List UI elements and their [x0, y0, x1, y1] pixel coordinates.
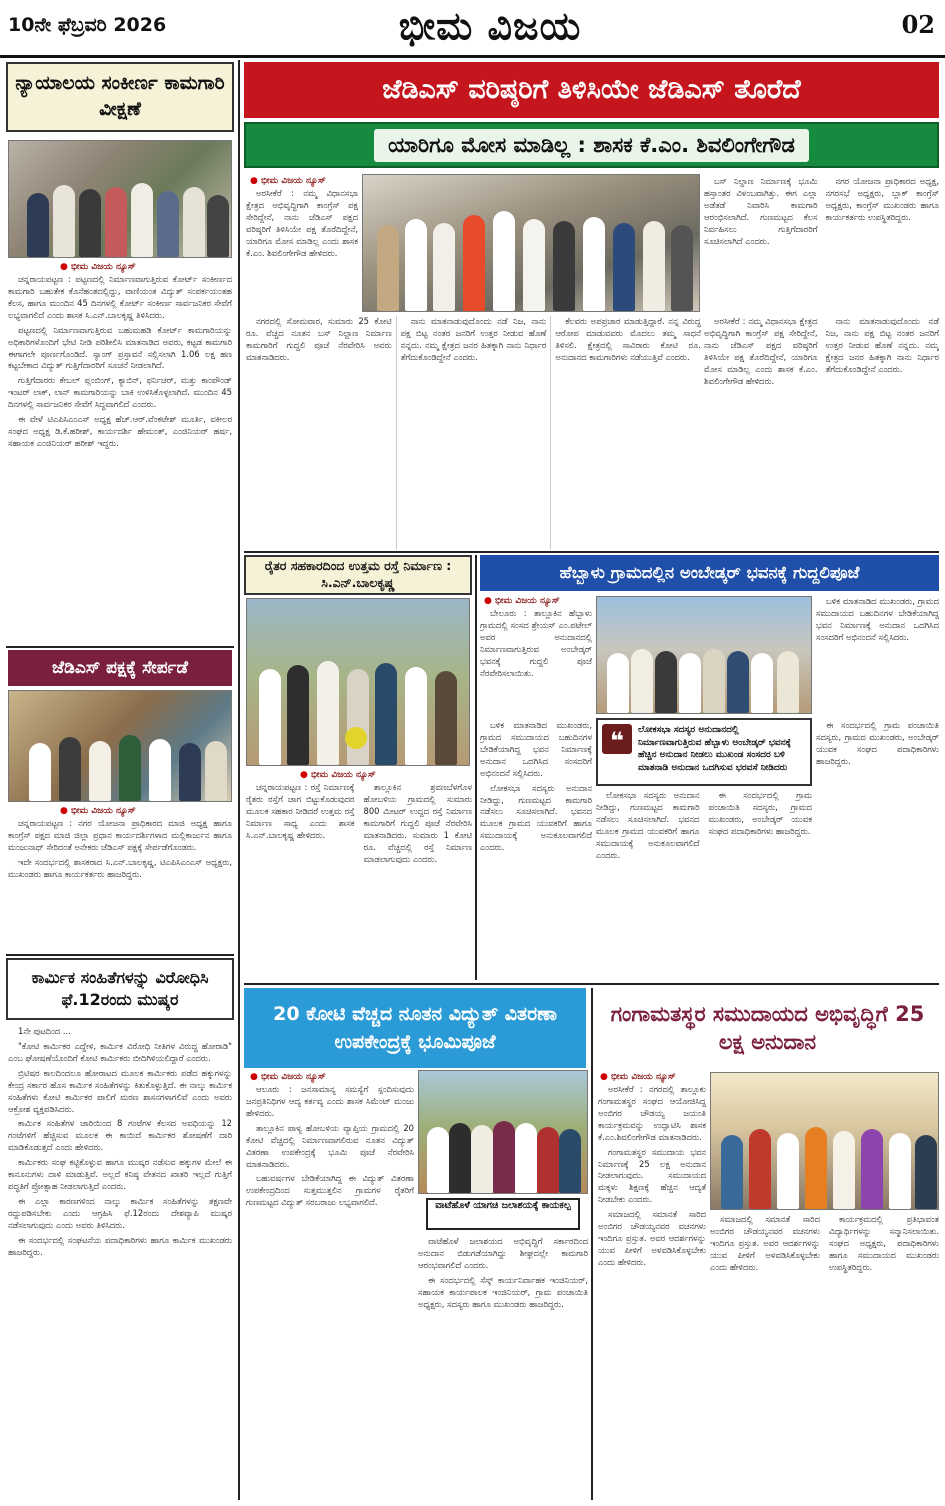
page-number: 02	[901, 10, 935, 39]
jds-subheadline-text: ಯಾರಿಗೂ ಮೋಸ ಮಾಡಿಲ್ಲ : ಶಾಸಕ ಕೆ.ಎಂ. ಶಿವಲಿಂಗೇಗೌಡ	[374, 129, 809, 162]
party-para: ಚನ್ನರಾಯಪಟ್ಟಣ : ನಗರ ಯೋಜನಾ ಪ್ರಾಧಿಕಾರದ ಮಾಜಿ ಅಧ್ಯಕ್ಷ ಹಾಗೂ ಕಾಂಗ್ರೆಸ್ ಪಕ್ಷದ ಮಾಜಿ ಜಿಲ್ಲಾ ಪ್ರಧಾನ ಕಾರ್ಯದರ್ಶಿಗಳಾದ ಮಲ್ಲಿಕಾರ್ಜುನ ಹಾಗೂ ಮಂಜುನಾಥ್ ಸೇರಿದಂತೆ ಅನೇಕರು ಜೆಡಿಎಸ್ ಪಕ್ಷಕ್ಕೆ ಸೇರ್ಪಡೆಗೊಂಡರು.	[8, 818, 232, 852]
ganga-para: ಅರಸೀಕೆರೆ : ನಗರದಲ್ಲಿ ತಾಲ್ಲೂಕು ಗಂಗಾಮತಸ್ಥರ ಸಂಘದ ಆಯೋಜಿಸಿದ್ದ ಅಂಬಿಗರ ಚೌಡಯ್ಯ ಜಯಂತಿ ಕಾರ್ಯಕ್ರಮವನ್ನು ಉದ್ಘಾಟಿಸಿ ಶಾಸಕ ಕೆ.ಎಂ.ಶಿವಲಿಂಗೇಗೌಡ ಮಾತನಾಡಿದರು.	[598, 1084, 706, 1142]
labour-para: ಈ ಎಲ್ಲಾ ಕಾರಣಗಳಿಂದ ನಾಲ್ಕು ಕಾರ್ಮಿಕ ಸಂಹಿತೆಗಳನ್ನು ತಕ್ಷಣವೇ ರದ್ದುಪಡಿಸಬೇಕು ಎಂದು ಆಗ್ರಹಿಸಿ ಫೆ.12ರಂದು ದೇಶವ್ಯಾಪಿ ಮುಷ್ಕರ ನಡೆಸಲಾಗುವುದು ಎಂದು ಅವರು ತಿಳಿಸಿದರು.	[8, 1195, 232, 1230]
labour-headline: ಕಾರ್ಮಿಕ ಸಂಹಿತೆಗಳನ್ನು ವಿರೋಧಿಸಿ ಫೆ.12ರಂದು ಮುಷ್ಕರ	[6, 958, 234, 1020]
ambedkar-body-intro	[480, 608, 592, 716]
issue-date: 10ನೇ ಫೆಬ್ರವರಿ 2026	[8, 14, 167, 36]
ganga-para: ಸಮಾಜದಲ್ಲಿ ಸಮಾನತೆ ಸಾರಿದ ಅಂಬಿಗರ ಚೌಡಯ್ಯನವರ ವಚನಗಳು ಇಂದಿಗೂ ಪ್ರಸ್ತುತ. ಅವರ ಆದರ್ಶಗಳನ್ನು ಯುವ ಪೀಳಿಗೆ ಅಳವಡಿಸಿಕೊಳ್ಳಬೇಕು ಎಂದು ಹೇಳಿದರು.	[710, 1214, 820, 1272]
ganga-body-right	[710, 1214, 939, 1502]
ganga-para: ಸಮಾಜದಲ್ಲಿ ಸಮಾನತೆ ಸಾರಿದ ಅಂಬಿಗರ ಚೌಡಯ್ಯನವರ ವಚನಗಳು ಇಂದಿಗೂ ಪ್ರಸ್ತುತ. ಅವರ ಆದರ್ಶಗಳನ್ನು ಯುವ ಪೀಳಿಗೆ ಅಳವಡಿಸಿಕೊಳ್ಳಬೇಕು ಎಂದು ಹೇಳಿದರು.	[598, 1209, 706, 1267]
court-visit-photo	[8, 140, 232, 258]
jds-body-columns	[246, 316, 701, 550]
ambedkar-body-center	[596, 790, 812, 980]
power-para: ಆಲೂರು : ಜನಸಾಮಾನ್ಯ ಸಮಸ್ಯೆಗೆ ಸ್ಪಂದಿಸುವುದು ಜನಪ್ರತಿನಿಧಿಗಳ ಆದ್ಯ ಕರ್ತವ್ಯ ಎಂದು ಶಾಸಕ ಸಿಮೆಂಟ್ ಮಂಜು ಹೇಳಿದರು.	[246, 1084, 414, 1118]
section-rule	[6, 646, 234, 648]
ganga-para: ಕಾರ್ಯಕ್ರಮದಲ್ಲಿ ಪ್ರತಿಭಾವಂತ ವಿದ್ಯಾರ್ಥಿಗಳನ್ನು ಸನ್ಮಾನಿಸಲಾಯಿತು. ಸಂಘದ ಅಧ್ಯಕ್ಷರು, ಪದಾಧಿಕಾರಿಗಳು ಹಾಗೂ ಸಮುದಾಯದ ಮುಖಂಡರು ಉಪಸ್ಥಿತರಿದ್ದರು.	[829, 1214, 939, 1272]
labour-para: "ಕೋಟಿ ಕಾರ್ಮಿಕರ ಎದ್ದೇಳಿ, ಕಾರ್ಮಿಕ ವಿರೋಧಿ ನೀತಿಗಳ ವಿರುದ್ಧ ಹೋರಾಡಿ" ಎಂಬ ಘೋಷಣೆಯೊಂದಿಗೆ ಕೋಟಿ ಕಾರ್ಮಿಕರು ಬೀದಿಗಿಳಿಯಲಿದ್ದಾರೆ ಎಂದರು.	[8, 1040, 232, 1063]
court-byline: ● ಭೀಮ ವಿಜಯ ನ್ಯೂಸ್	[60, 262, 136, 272]
masthead	[0, 0, 945, 58]
newspaper-title: ಭೀಮ ವಿಜಯ	[398, 4, 582, 48]
jds-para: ನಾನು ಮಾತನಾಡುವುದೊಂದು ನಡೆ ನಿಜ, ನಾನು ಪಕ್ಷ ಬಿಟ್ಟ ನಂತರ ಜನರಿಗೆ ಉತ್ತರ ನೀಡುವ ಹೊಣೆ ನನ್ನದು. ನಮ್ಮ ಕ್ಷೇತ್ರದ ಜನರ ಹಿತಕ್ಕಾಗಿ ನಾನು ನಿರ್ಧಾರ ತೆಗೆದುಕೊಂಡಿದ್ದೇನೆ ಎಂದರು.	[825, 316, 939, 374]
road-headline: ರೈತರ ಸಹಕಾರದಿಂದ ಉತ್ತಮ ರಸ್ತೆ ನಿರ್ಮಾಣ : ಸಿ.ಎನ್.ಬಾಲಕೃಷ್ಣ	[244, 555, 472, 595]
jds-para: ಕೆಲವರು ಅಪಪ್ರಚಾರ ಮಾಡುತ್ತಿದ್ದಾರೆ. ನನ್ನ ವಿರುದ್ಧ ಆರೋಪ ಮಾಡುವವರು ಮೊದಲು ತಮ್ಮ ಸಾಧನೆ ತಿಳಿಸಲಿ. ಕ್ಷೇತ್ರದಲ್ಲಿ ಸಾವಿರಾರು ಕೋಟಿ ರೂ. ಅನುದಾನದ ಕಾಮಗಾರಿಗಳು ನಡೆಯುತ್ತಿವೆ ಎಂದರು.	[555, 316, 701, 362]
ganga-body-left	[598, 1084, 706, 1502]
party-body	[8, 818, 232, 950]
road-para: ತಾಲ್ಲೂಕಿನ ಶ್ರವಣಬೆಳಗೊಳ ಹೋಬಳಿಯ ಗ್ರಾಮದಲ್ಲಿ ಸುಮಾರು 800 ಮೀಟರ್ ಉದ್ದದ ರಸ್ತೆ ನಿರ್ಮಾಣ ಕಾಮಗಾರಿಗೆ ಗುದ್ದಲಿ ಪೂಜೆ ನೆರವೇರಿಸಿ ಮಾತನಾಡಿದರು. ಸುಮಾರು 1 ಕೋಟಿ ರೂ. ವೆಚ್ಚದಲ್ಲಿ ರಸ್ತೆ ನಿರ್ಮಾಣ ಮಾಡಲಾಗುವುದು ಎಂದರು.	[363, 782, 472, 864]
power-para: ಈ ಸಂದರ್ಭದಲ್ಲಿ ಸೆಸ್ಕ್ ಕಾರ್ಯನಿರ್ವಾಹಕ ಇಂಜಿನಿಯರ್, ಸಹಾಯಕ ಕಾರ್ಯಪಾಲಕ ಇಂಜಿನಿಯರ್, ಗ್ರಾಮ ಪಂಚಾಯಿತಿ ಅಧ್ಯಕ್ಷರು, ಸದಸ್ಯರು ಹಾಗೂ ಮುಖಂಡರು ಹಾಜರಿದ್ದರು.	[418, 1274, 588, 1309]
party-para: ಇದೇ ಸಂದರ್ಭದಲ್ಲಿ ಶಾಸಕರಾದ ಸಿ.ಎನ್.ಬಾಲಕೃಷ್ಣ, ಟಿಎಪಿಸಿಎಂಎಸ್ ಅಧ್ಯಕ್ಷರು, ಮುಖಂಡರು ಹಾಗೂ ಕಾರ್ಯಕರ್ತರು ಹಾಜರಿದ್ದರು.	[8, 856, 232, 879]
section-rule	[244, 983, 939, 985]
court-para: ಪಟ್ಟಣದಲ್ಲಿ ನಿರ್ಮಾಣವಾಗುತ್ತಿರುವ ಬಹುಮಹಡಿ ಕೋರ್ಟ್ ಕಾಮಗಾರಿಯನ್ನು ಅಧಿಕಾರಿಗಳೊಂದಿಗೆ ಭೇಟಿ ನೀಡಿ ಪರಿಶೀಲಿಸಿ ಮಾತನಾಡಿದ ಅವರು, ಕಟ್ಟಡ ಕಾಮಗಾರಿ ಈಗಾಗಲೇ ಪೂರ್ಣಗೊಂಡಿದೆ. ಸ್ಯಾಂಗ್ ಪ್ರಸ್ತಾವನೆ ಸಲ್ಲಿಸಲಾಗಿ 1.06 ಲಕ್ಷ ಹಣ ಕಟ್ಟಬೇಕಾದ ವಿದ್ಯುತ್ ಗುತ್ತಿಗೆದಾರರಿಗೆ ಸೂಚನೆ ನೀಡಲಾಗಿದೆ.	[8, 324, 232, 371]
power-headline: 20 ಕೋಟಿ ವೆಚ್ಚದ ನೂತನ ವಿದ್ಯುತ್ ವಿತರಣಾ ಉಪಕೇಂದ್ರಕ್ಕೆ ಭೂಮಿಪೂಜೆ	[244, 988, 586, 1068]
column-divider	[475, 555, 477, 980]
party-join-photo	[8, 690, 232, 802]
section-rule	[6, 954, 234, 956]
road-para: ಚನ್ನರಾಯಪಟ್ಟಣ : ರಸ್ತೆ ನಿರ್ಮಾಣಕ್ಕೆ ರೈತರು ರಸ್ತೆಗೆ ಜಾಗ ಬಿಟ್ಟುಕೊಡುವುದರ ಮೂಲಕ ಸಹಕಾರ ನೀಡಿದರೆ ಉತ್ತಮ ರಸ್ತೆ ನಿರ್ಮಾಣ ಸಾಧ್ಯ ಎಂದು ಶಾಸಕ ಸಿ.ಎನ್.ಬಾಲಕೃಷ್ಣ ಹೇಳಿದರು.	[246, 782, 355, 840]
party-byline: ● ಭೀಮ ವಿಜಯ ನ್ಯೂಸ್	[60, 806, 136, 816]
ambedkar-para: ಬೇಲೂರು : ತಾಲ್ಲೂಕಿನ ಹೆಬ್ಬಾಳು ಗ್ರಾಮದಲ್ಲಿ ಸಂಸದ ಶ್ರೇಯಸ್ ಎಂ.ಪಟೇಲ್ ಅವರ ಅನುದಾನದಲ್ಲಿ ನಿರ್ಮಾಣವಾಗುತ್ತಿರುವ ಅಂಬೇಡ್ಕರ್ ಭವನಕ್ಕೆ ಗುದ್ದಲಿ ಪೂಜೆ ನೆರವೇರಿಸಲಾಯಿತು.	[480, 608, 592, 678]
labour-para: ಕಾರ್ಮಿಕರು ಸಂಘ ಕಟ್ಟಿಕೊಳ್ಳುವ ಹಾಗೂ ಮುಷ್ಕರ ನಡೆಸುವ ಹಕ್ಕುಗಳ ಮೇಲೆ ಈ ಕಾನೂನುಗಳು ದಾಳಿ ಮಾಡುತ್ತಿವೆ. ಅಲ್ಲದೆ ಕನಿಷ್ಠ ವೇತನದ ಖಾತರಿ ಇಲ್ಲದೆ ಗುತ್ತಿಗೆ ಪದ್ಧತಿಗೆ ಪ್ರೋತ್ಸಾಹ ನೀಡಲಾಗುತ್ತಿದೆ ಎಂದರು.	[8, 1157, 232, 1192]
court-body	[8, 274, 232, 642]
ambedkar-pull-quote	[596, 718, 812, 786]
quote-mark-icon: ❝	[602, 724, 632, 754]
section-rule	[244, 551, 939, 553]
ambedkar-body-right	[816, 596, 939, 716]
ambedkar-para: ಬಳಿಕ ಮಾತನಾಡಿದ ಮುಖಂಡರು, ಗ್ರಾಮದ ಸಮುದಾಯದ ಬಹುದಿನಗಳ ಬೇಡಿಕೆಯಾಗಿದ್ದ ಭವನ ನಿರ್ಮಾಣಕ್ಕೆ ಅನುದಾನ ಒದಗಿಸಿದ ಸಂಸದರಿಗೆ ಅಭಿನಂದನೆ ಸಲ್ಲಿಸಿದರು.	[480, 720, 592, 778]
ambedkar-para: ಲೋಕಸಭಾ ಸದಸ್ಯರು ಅನುದಾನ ನೀಡಿದ್ದು, ಗುಣಮಟ್ಟದ ಕಾಮಗಾರಿ ನಡೆಸಲು ಸೂಚಿಸಲಾಗಿದೆ. ಭವನದ ಮೂಲಕ ಗ್ರಾಮದ ಯುವಕರಿಗೆ ಹಾಗೂ ಸಮುದಾಯಕ್ಕೆ ಅನುಕೂಲವಾಗಲಿದೆ ಎಂದರು.	[480, 782, 592, 853]
ganga-headline: ಗಂಗಾಮತಸ್ಥರ ಸಮುದಾಯದ ಅಭಿವೃದ್ಧಿಗೆ 25 ಲಕ್ಷ ಅನುದಾನ	[596, 988, 939, 1068]
column-divider	[238, 60, 240, 1500]
labour-para: 1ನೇ ಪುಟದಿಂದ ...	[18, 1026, 71, 1036]
ambedkar-para: ಈ ಸಂದರ್ಭದಲ್ಲಿ ಗ್ರಾಮ ಪಂಚಾಯಿತಿ ಸದಸ್ಯರು, ಗ್ರಾಮದ ಮುಖಂಡರು, ಅಂಬೇಡ್ಕರ್ ಯುವಕ ಸಂಘದ ಪದಾಧಿಕಾರಿಗಳು ಹಾಜರಿದ್ದರು.	[708, 790, 812, 836]
ambedkar-groundbreaking-photo	[596, 596, 812, 714]
court-headline: ನ್ಯಾಯಾಲಯ ಸಂಕೀರ್ಣ ಕಾಮಗಾರಿ ವೀಕ್ಷಣೆ	[6, 62, 234, 132]
labour-para: ಈ ಸಂದರ್ಭದಲ್ಲಿ ಸಂಘಟನೆಯ ಪದಾಧಿಕಾರಿಗಳು ಹಾಗೂ ಕಾರ್ಮಿಕ ಮುಖಂಡರು ಹಾಜರಿದ್ದರು.	[8, 1234, 232, 1257]
jds-byline: ● ಭೀಮ ವಿಜಯ ನ್ಯೂಸ್	[250, 176, 326, 186]
ambedkar-byline: ● ಭೀಮ ವಿಜಯ ನ್ಯೂಸ್	[484, 596, 560, 606]
power-photo-caption: ವಾಟೆಹೊಳೆ ಯಾಗಚಿ ಜಲಾಶಯಕ್ಕೆ ಕಾಯಕಲ್ಪ	[426, 1198, 580, 1230]
jds-para: ನಾನು ಮಾತನಾಡುವುದೊಂದು ನಡೆ ನಿಜ, ನಾನು ಪಕ್ಷ ಬಿಟ್ಟ ನಂತರ ಜನರಿಗೆ ಉತ್ತರ ನೀಡುವ ಹೊಣೆ ನನ್ನದು. ನಮ್ಮ ಕ್ಷೇತ್ರದ ಜನರ ಹಿತಕ್ಕಾಗಿ ನಾನು ನಿರ್ಧಾರ ತೆಗೆದುಕೊಂಡಿದ್ದೇನೆ ಎಂದರು.	[400, 316, 547, 362]
ambedkar-headline: ಹೆಬ್ಬಾಳು ಗ್ರಾಮದಲ್ಲಿನ ಅಂಬೇಡ್ಕರ್ ಭವನಕ್ಕೆ ಗುದ್ದಲಿಪೂಜೆ	[480, 555, 939, 591]
jds-para: ಅರಸೀಕೆರೆ : ನಮ್ಮ ವಿಧಾನಸಭಾ ಕ್ಷೇತ್ರದ ಅಭಿವೃದ್ಧಿಗಾಗಿ ಕಾಂಗ್ರೆಸ್ ಪಕ್ಷ ಸೇರಿದ್ದೇನೆ, ನಾನು ಜೆಡಿಎಸ್ ಪಕ್ಷದ ವರಿಷ್ಠರಿಗೆ ತಿಳಿಸಿಯೇ ಪಕ್ಷ ತೊರೆದಿದ್ದೇನೆ, ಯಾರಿಗೂ ಮೋಸ ಮಾಡಿಲ್ಲ ಎಂದು ಶಾಸಕ ಕೆ.ಎಂ. ಶಿವಲಿಂಗೇಗೌಡ ಹೇಳಿದರು.	[704, 316, 818, 386]
labour-body	[8, 1026, 232, 1502]
power-groundbreaking-photo	[418, 1070, 588, 1194]
ambedkar-para: ಬಳಿಕ ಮಾತನಾಡಿದ ಮುಖಂಡರು, ಗ್ರಾಮದ ಸಮುದಾಯದ ಬಹುದಿನಗಳ ಬೇಡಿಕೆಯಾಗಿದ್ದ ಭವನ ನಿರ್ಮಾಣಕ್ಕೆ ಅನುದಾನ ಒದಗಿಸಿದ ಸಂಸದರಿಗೆ ಅಭಿನಂದನೆ ಸಲ್ಲಿಸಿದರು.	[816, 596, 939, 642]
jds-para: ನಗರ ಯೋಜನಾ ಪ್ರಾಧಿಕಾರದ ಅಧ್ಯಕ್ಷ, ನಗರಸಭೆ ಅಧ್ಯಕ್ಷರು, ಬ್ಲಾಕ್ ಕಾಂಗ್ರೆಸ್ ಅಧ್ಯಕ್ಷರು, ಕಾಂಗ್ರೆಸ್ ಮುಖಂಡರು ಹಾಗೂ ಕಾರ್ಯಕರ್ತರು ಉಪಸ್ಥಿತರಿದ್ದರು.	[825, 176, 939, 222]
pull-quote-text: ಲೋಕಸಭಾ ಸದಸ್ಯರ ಅನುದಾನದಲ್ಲಿ ನಿರ್ಮಾಣವಾಗುತ್ತಿರುವ ಹೆಬ್ಬಾಳು ಅಂಬೇಡ್ಕರ್ ಭವನಕ್ಕೆ ಹೆಚ್ಚಿನ ಅನುದಾನ ನೀಡಲು ಮುಖಂಡ ಸಂಸದರ ಬಳಿ ಮಾತನಾಡಿ ಅನುದಾನ ಒದಗಿಸುವ ಭರವಸೆ ನೀಡಿದರು	[638, 725, 791, 773]
jds-ceremony-photo	[362, 174, 700, 312]
ambedkar-body-far-right	[816, 720, 939, 980]
road-byline: ● ಭೀಮ ವಿಜಯ ನ್ಯೂಸ್	[300, 770, 376, 780]
court-para: ಚನ್ನರಾಯಪಟ್ಟಣ : ಪಟ್ಟಣದಲ್ಲಿ ನಿರ್ಮಾಣವಾಗುತ್ತಿರುವ ಕೋರ್ಟ್ ಸಂಕೀರ್ಣದ ಕಾಮಗಾರಿ ಬಹುತೇಕ ಕೊನೆಹಂತದಲ್ಲಿದ್ದು, ವಾಣಿಯಂತ ವಿದ್ಯುತ್ ಸಂಪರ್ಕಯಂತಹ ಕೆಲಸ, ಹಾಗೂ ಮುಂದಿನ 45 ದಿನಗಳಲ್ಲಿ ಕೋರ್ಟ್ ಸಂಕೀರ್ಣ ಸಾರ್ವಜನಿಕರ ಸೇವೆಗೆ ಲಭ್ಯವಾಗಲಿದೆ ಎಂದು ಶಾಸಕ ಸಿ.ಎನ್.ಬಾಲಕೃಷ್ಣ ತಿಳಿಸಿದರು.	[8, 274, 232, 320]
jds-body-right-lower	[704, 316, 939, 550]
ambedkar-para: ಈ ಸಂದರ್ಭದಲ್ಲಿ ಗ್ರಾಮ ಪಂಚಾಯಿತಿ ಸದಸ್ಯರು, ಗ್ರಾಮದ ಮುಖಂಡರು, ಅಂಬೇಡ್ಕರ್ ಯುವಕ ಸಂಘದ ಪದಾಧಿಕಾರಿಗಳು ಹಾಜರಿದ್ದರು.	[816, 720, 939, 766]
ambedkar-body-left	[480, 720, 592, 980]
ganga-byline: ● ಭೀಮ ವಿಜಯ ನ್ಯೂಸ್	[600, 1072, 676, 1082]
road-body	[246, 782, 472, 980]
labour-para: ಬ್ರಿಟಿಷರ ಕಾಲದಿಂದಲೂ ಹೋರಾಟದ ಮೂಲಕ ಕಾರ್ಮಿಕರು ಪಡೆದ ಹಕ್ಕುಗಳನ್ನು ಕೇಂದ್ರ ಸರ್ಕಾರ ಹೊಸ ಕಾರ್ಮಿಕ ಸಂಹಿತೆಗಳನ್ನು ಕಿತುಕೊಳ್ಳುತ್ತಿದೆ. ಈ ನಾಲ್ಕು ಕಾರ್ಮಿಕ ಸಂಹಿತೆಗಳು ಕೋಟಿ ಕಾರ್ಮಿಕರ ಪಾಲಿಗೆ ಮರಣ ಶಾಸನಗಳಾಗಲಿವೆ ಎಂದು ಅವರು ಆಕ್ರೋಶ ವ್ಯಕ್ತಪಡಿಸಿದರು.	[8, 1067, 232, 1114]
jds-body-intro	[246, 188, 358, 313]
power-body-left	[246, 1084, 414, 1502]
ceremonial-pot	[345, 727, 367, 749]
jds-para: ಅರಸೀಕೆರೆ : ನಮ್ಮ ವಿಧಾನಸಭಾ ಕ್ಷೇತ್ರದ ಅಭಿವೃದ್ಧಿಗಾಗಿ ಕಾಂಗ್ರೆಸ್ ಪಕ್ಷ ಸೇರಿದ್ದೇನೆ, ನಾನು ಜೆಡಿಎಸ್ ಪಕ್ಷದ ವರಿಷ್ಠರಿಗೆ ತಿಳಿಸಿಯೇ ಪಕ್ಷ ತೊರೆದಿದ್ದೇನೆ, ಯಾರಿಗೂ ಮೋಸ ಮಾಡಿಲ್ಲ ಎಂದು ಶಾಸಕ ಕೆ.ಎಂ. ಶಿವಲಿಂಗೇಗೌಡ ಹೇಳಿದರು.	[246, 188, 358, 258]
jds-body-right	[704, 176, 939, 313]
ambedkar-para: ಲೋಕಸಭಾ ಸದಸ್ಯರು ಅನುದಾನ ನೀಡಿದ್ದು, ಗುಣಮಟ್ಟದ ಕಾಮಗಾರಿ ನಡೆಸಲು ಸೂಚಿಸಲಾಗಿದೆ. ಭವನದ ಮೂಲಕ ಗ್ರಾಮದ ಯುವಕರಿಗೆ ಹಾಗೂ ಸಮುದಾಯಕ್ಕೆ ಅನುಕೂಲವಾಗಲಿದೆ ಎಂದರು.	[596, 790, 700, 860]
labour-para: ಕಾರ್ಮಿಕ ಸಂಹಿತೆಗಳ ಜಾರಿಯಿಂದ 8 ಗಂಟೆಗಳ ಕೆಲಸದ ಅವಧಿಯನ್ನು 12 ಗಂಟೆಗಳಿಗೆ ಹೆಚ್ಚಿಸುವ ಮೂಲಕ ಈ ಕಾಯಿದೆ ಕಾರ್ಮಿಕರ ಶೋಷಣೆಗೆ ದಾರಿ ಮಾಡಿಕೊಡುತ್ತದೆ ಎಂದು ಹೇಳಿದರು.	[8, 1118, 232, 1153]
jds-para: ಬಸ್ ನಿಲ್ದಾಣ ನಿರ್ಮಾಣಕ್ಕೆ ಭೂಮಿ ಹಸ್ತಾಂತರ ವಿಳಂಬವಾಗಿತ್ತು. ಈಗ ಎಲ್ಲಾ ಅಡೆತಡೆ ನಿವಾರಿಸಿ ಕಾಮಗಾರಿ ಆರಂಭಿಸಲಾಗಿದೆ. ಗುಣಮಟ್ಟದ ಕೆಲಸ ನಿರ್ವಹಿಸಲು ಗುತ್ತಿಗೆದಾರರಿಗೆ ಸೂಚಿಸಲಾಗಿದೆ ಎಂದರು.	[704, 176, 818, 246]
column-divider	[591, 988, 593, 1500]
power-para: ಬಹುವರ್ಷಗಳ ಬೇಡಿಕೆಯಾಗಿದ್ದ ಈ ವಿದ್ಯುತ್ ವಿತರಣಾ ಉಪಕೇಂದ್ರದಿಂದ ಸುತ್ತಮುತ್ತಲಿನ ಗ್ರಾಮಗಳ ರೈತರಿಗೆ ಗುಣಮಟ್ಟದ ವಿದ್ಯುತ್ ಸರಬರಾಜು ಲಭ್ಯವಾಗಲಿದೆ.	[246, 1173, 414, 1208]
jds-subheadline	[244, 122, 939, 168]
ganga-felicitation-photo	[710, 1072, 939, 1210]
party-headline: ಜೆಡಿಎಸ್ ಪಕ್ಷಕ್ಕೆ ಸೇರ್ಪಡೆ	[8, 650, 232, 686]
court-para: ಗುತ್ತಿಗೆದಾರರು ಕೇಬಲ್ ಪ್ಲಂಬಿಂಗ್, ಕ್ಯಾಬಿನ್, ಫರ್ನಿಚರ್, ಮತ್ತು ಕಾಂಪೌಂಡ್ ಇಂಟರ್ ಲಾಕ್, ಲಾನ್ ಕಾಮಗಾರಿಯನ್ನು ಬಾಕಿ ಉಳಿಸಿಕೊಳ್ಳಲಾಗಿದೆ. ಮುಂದಿನ 45 ದಿನಗಳಲ್ಲಿ ಸಾರ್ವಜನಿಕರ ಸೇವೆಗೆ ಸಿದ್ಧವಾಗಲಿದೆ ಎಂದರು.	[8, 375, 232, 410]
power-para: ವಾಟೆಹೊಳೆ ಜಲಾಶಯದ ಅಭಿವೃದ್ಧಿಗೆ ಸರ್ಕಾರದಿಂದ ಅನುದಾನ ಬಿಡುಗಡೆಯಾಗಿದ್ದು ಶೀಘ್ರದಲ್ಲೇ ಕಾಮಗಾರಿ ಆರಂಭವಾಗಲಿದೆ ಎಂದರು.	[418, 1236, 588, 1270]
power-body-right	[418, 1236, 588, 1502]
power-byline: ● ಭೀಮ ವಿಜಯ ನ್ಯೂಸ್	[250, 1072, 326, 1082]
jds-banner-headline: ಜೆಡಿಎಸ್ ವರಿಷ್ಠರಿಗೆ ತಿಳಿಸಿಯೇ ಜೆಡಿಎಸ್ ತೊರೆದೆ	[244, 62, 939, 118]
jds-para: ನಗರದಲ್ಲಿ ಸೋಮವಾರ, ಸುಮಾರು 25 ಕೋಟಿ ರೂ. ವೆಚ್ಚದ ನೂತನ ಬಸ್ ನಿಲ್ದಾಣ ನಿರ್ಮಾಣ ಕಾಮಗಾರಿಗೆ ಗುದ್ದಲಿ ಪೂಜೆ ನೆರವೇರಿಸಿ ಅವರು ಮಾತನಾಡಿದರು.	[246, 316, 392, 362]
ganga-para: ಗಂಗಾಮತಸ್ಥರ ಸಮುದಾಯ ಭವನ ನಿರ್ಮಾಣಕ್ಕೆ 25 ಲಕ್ಷ ಅನುದಾನ ನೀಡಲಾಗುವುದು. ಸಮುದಾಯದ ಮಕ್ಕಳು ಶಿಕ್ಷಣಕ್ಕೆ ಹೆಚ್ಚಿನ ಆದ್ಯತೆ ನೀಡಬೇಕು ಎಂದರು.	[598, 1146, 706, 1205]
court-para: ಈ ವೇಳೆ ಟಿಎಪಿಸಿಎಂಎಸ್ ಅಧ್ಯಕ್ಷ ಹೆಚ್.ಆರ್.ವೆಂಕಟೇಶ್ ಮೂರ್ತಿ, ವಕೀಲರ ಸಂಘದ ಅಧ್ಯಕ್ಷ ಡಿ.ಕೆ.ಹರೀಶ್, ಕಾರ್ಯದರ್ಶಿ ಹೇಮಂತ್, ಎಂಜಿನಿಯರ್ ಹರ್ಷ, ಸಹಾಯಕ ಎಂಜಿನಿಯರ್ ಹರೀಶ್ ಇದ್ದರು.	[8, 414, 232, 448]
power-para: ತಾಲ್ಲೂಕಿನ ಪಾಳ್ಯ ಹೋಬಳಿಯ ವ್ಯಾಪ್ತಿಯ ಗ್ರಾಮದಲ್ಲಿ 20 ಕೋಟಿ ವೆಚ್ಚದಲ್ಲಿ ನಿರ್ಮಾಣವಾಗಲಿರುವ ನೂತನ ವಿದ್ಯುತ್ ವಿತರಣಾ ಉಪಕೇಂದ್ರಕ್ಕೆ ಭೂಮಿ ಪೂಜೆ ನೆರವೇರಿಸಿ ಮಾತನಾಡಿದರು.	[246, 1122, 414, 1169]
road-ceremony-photo	[246, 598, 470, 766]
